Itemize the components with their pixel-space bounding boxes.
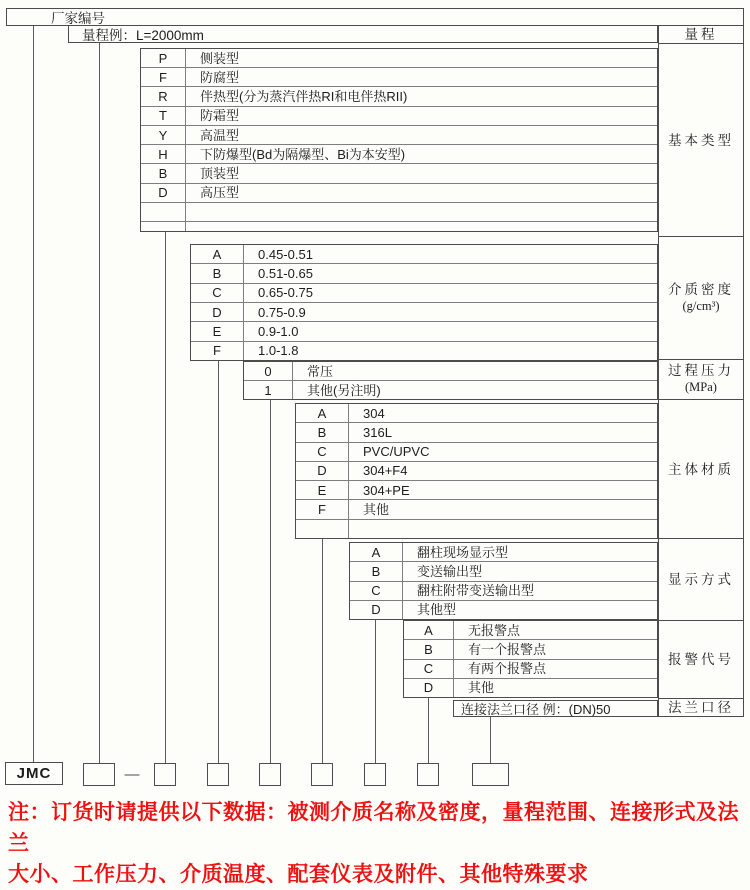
option-code: A bbox=[191, 245, 244, 263]
connector-range bbox=[99, 43, 100, 763]
category-range: 量程 bbox=[659, 26, 743, 44]
option-material-B bbox=[296, 423, 657, 442]
section-display-mode bbox=[349, 542, 658, 620]
option-label: 316L bbox=[363, 424, 392, 440]
option-label: 其他 bbox=[363, 501, 390, 517]
option-label: 0.75-0.9 bbox=[258, 304, 306, 320]
option-code: A bbox=[296, 404, 349, 422]
option-density-C bbox=[191, 284, 657, 303]
option-code bbox=[296, 520, 349, 538]
option-label: 1.0-1.8 bbox=[258, 343, 299, 359]
option-label: 翻柱附带变送输出型 bbox=[417, 583, 535, 599]
model-box-flange bbox=[472, 763, 509, 786]
connector-density bbox=[218, 361, 219, 763]
option-alarm-C bbox=[404, 660, 657, 679]
option-code: 0 bbox=[244, 362, 293, 380]
option-label: 变送输出型 bbox=[417, 563, 483, 579]
option-code: A bbox=[350, 543, 403, 561]
option-code: B bbox=[191, 264, 244, 282]
ordering-note-line2: 大小、工作压力、介质温度、配套仪表及附件、其他特殊要求 bbox=[8, 863, 589, 886]
option-code: F bbox=[191, 342, 244, 360]
category-display-mode: 显示方式 bbox=[659, 539, 743, 621]
option-basic-R bbox=[141, 87, 657, 106]
option-code: B bbox=[141, 164, 186, 182]
model-box-basic bbox=[154, 763, 176, 786]
section-process-pressure bbox=[243, 361, 658, 400]
option-label: 侧装型 bbox=[200, 50, 240, 66]
option-density-A bbox=[191, 245, 657, 264]
option-alarm-D bbox=[404, 679, 657, 697]
option-code: 1 bbox=[244, 381, 293, 399]
option-code: B bbox=[296, 423, 349, 441]
option-basic-Y bbox=[141, 126, 657, 145]
option-basic-D bbox=[141, 184, 657, 203]
option-display-B bbox=[350, 562, 657, 581]
category-basic-type: 基本类型 bbox=[659, 44, 743, 237]
option-label: 有两个报警点 bbox=[468, 661, 547, 677]
option-alarm-B bbox=[404, 640, 657, 659]
option-label: 其他(另注明) bbox=[307, 382, 381, 398]
option-code: D bbox=[350, 601, 403, 619]
option-code: A bbox=[404, 621, 454, 639]
option-code: Y bbox=[141, 126, 186, 144]
option-code: B bbox=[404, 640, 454, 658]
option-label: 高温型 bbox=[200, 127, 240, 143]
section-basic-type bbox=[140, 48, 658, 232]
option-density-E bbox=[191, 322, 657, 341]
option-label: 常压 bbox=[307, 363, 334, 379]
category-process-pressure: 过程压力 (MPa) bbox=[659, 360, 743, 400]
option-label: 下防爆型(Bd为隔爆型、Bi为本安型) bbox=[200, 146, 406, 162]
option-label: 其他 bbox=[468, 680, 495, 696]
option-label: 防腐型 bbox=[200, 69, 240, 85]
option-label: 304 bbox=[363, 405, 385, 421]
section-alarm-code bbox=[403, 620, 658, 698]
connector-pressure bbox=[270, 400, 271, 763]
option-label: 高压型 bbox=[200, 185, 240, 201]
category-medium-density: 介质密度 (g/cm³) bbox=[659, 237, 743, 360]
model-box-alarm bbox=[417, 763, 439, 786]
flange-size-row bbox=[453, 700, 658, 717]
connector-display bbox=[375, 620, 376, 763]
connector-alarm bbox=[428, 698, 429, 763]
range-example-row bbox=[68, 25, 658, 43]
option-code: P bbox=[141, 49, 186, 67]
connector-material bbox=[322, 539, 323, 763]
option-density-B bbox=[191, 264, 657, 283]
option-display-C bbox=[350, 582, 657, 601]
option-code: D bbox=[296, 462, 349, 480]
option-code: H bbox=[141, 145, 186, 163]
connector-flange bbox=[490, 717, 491, 763]
model-separator: — bbox=[124, 766, 140, 783]
option-material-C bbox=[296, 443, 657, 462]
option-code: E bbox=[191, 322, 244, 340]
option-code: B bbox=[350, 562, 403, 580]
option-label: 无报警点 bbox=[468, 622, 521, 638]
option-basic-F bbox=[141, 68, 657, 87]
option-basic-empty bbox=[141, 222, 657, 231]
option-code: C bbox=[191, 284, 244, 302]
option-code: F bbox=[141, 68, 186, 86]
category-alarm-code: 报警代号 bbox=[659, 621, 743, 699]
option-code: D bbox=[404, 679, 454, 697]
option-pressure-1 bbox=[244, 381, 657, 399]
option-code: C bbox=[296, 443, 349, 461]
option-label: 0.65-0.75 bbox=[258, 285, 313, 301]
ordering-note-line1: 注：订货时请提供以下数据：被测介质名称及密度，量程范围、连接形式及法兰 bbox=[8, 801, 739, 855]
option-label: PVC/UPVC bbox=[363, 444, 430, 460]
option-label: 翻柱现场显示型 bbox=[417, 544, 509, 560]
option-code: C bbox=[350, 582, 403, 600]
option-basic-H bbox=[141, 145, 657, 164]
option-alarm-A bbox=[404, 621, 657, 640]
option-material-empty bbox=[296, 520, 657, 538]
option-basic-empty bbox=[141, 203, 657, 222]
category-flange-size: 法兰口径 bbox=[668, 700, 734, 715]
option-label: 顶装型 bbox=[200, 166, 240, 182]
section-body-material bbox=[295, 403, 658, 539]
option-code: D bbox=[141, 184, 186, 202]
model-box-material bbox=[311, 763, 333, 786]
model-box-pressure bbox=[259, 763, 281, 786]
option-label: 0.45-0.51 bbox=[258, 246, 313, 262]
option-code: R bbox=[141, 87, 186, 105]
option-display-D bbox=[350, 601, 657, 619]
option-label: 0.51-0.65 bbox=[258, 265, 313, 281]
model-box-range bbox=[83, 763, 115, 786]
model-box-density bbox=[207, 763, 229, 786]
category-body-material: 主体材质 bbox=[659, 400, 743, 540]
option-label: 有一个报警点 bbox=[468, 641, 547, 657]
option-basic-T bbox=[141, 107, 657, 126]
flange-size-label: 连接法兰口径 例：(DN)50 bbox=[461, 702, 611, 717]
category-column bbox=[658, 25, 744, 717]
option-code bbox=[141, 203, 186, 221]
option-material-E bbox=[296, 481, 657, 500]
connector-basic-type bbox=[165, 232, 166, 763]
option-code: C bbox=[404, 660, 454, 678]
option-code: T bbox=[141, 107, 186, 125]
option-label: 304+F4 bbox=[363, 463, 408, 479]
model-prefix-box: JMC bbox=[5, 762, 63, 785]
section-medium-density bbox=[190, 244, 658, 361]
option-material-D bbox=[296, 462, 657, 481]
option-basic-B bbox=[141, 164, 657, 183]
option-label: 伴热型(分为蒸汽伴热RI和电伴热RII) bbox=[200, 89, 408, 105]
option-code: E bbox=[296, 481, 349, 499]
option-material-F bbox=[296, 500, 657, 519]
ordering-note bbox=[8, 797, 744, 890]
option-label: 304+PE bbox=[363, 482, 410, 498]
option-code: D bbox=[191, 303, 244, 321]
option-label: 其他型 bbox=[417, 602, 457, 618]
range-example-label: 量程例：L=2000mm bbox=[82, 28, 204, 43]
option-code: F bbox=[296, 500, 349, 518]
manufacturer-code-label: 厂家编号 bbox=[51, 11, 105, 26]
option-pressure-0 bbox=[244, 362, 657, 381]
option-label: 0.9-1.0 bbox=[258, 323, 299, 339]
option-display-A bbox=[350, 543, 657, 562]
option-density-F bbox=[191, 342, 657, 360]
option-label: 防霜型 bbox=[200, 108, 240, 124]
option-basic-P bbox=[141, 49, 657, 68]
option-code bbox=[141, 222, 186, 231]
model-box-display bbox=[364, 763, 386, 786]
option-material-A bbox=[296, 404, 657, 423]
option-density-D bbox=[191, 303, 657, 322]
connector-manufacturer bbox=[33, 26, 34, 762]
